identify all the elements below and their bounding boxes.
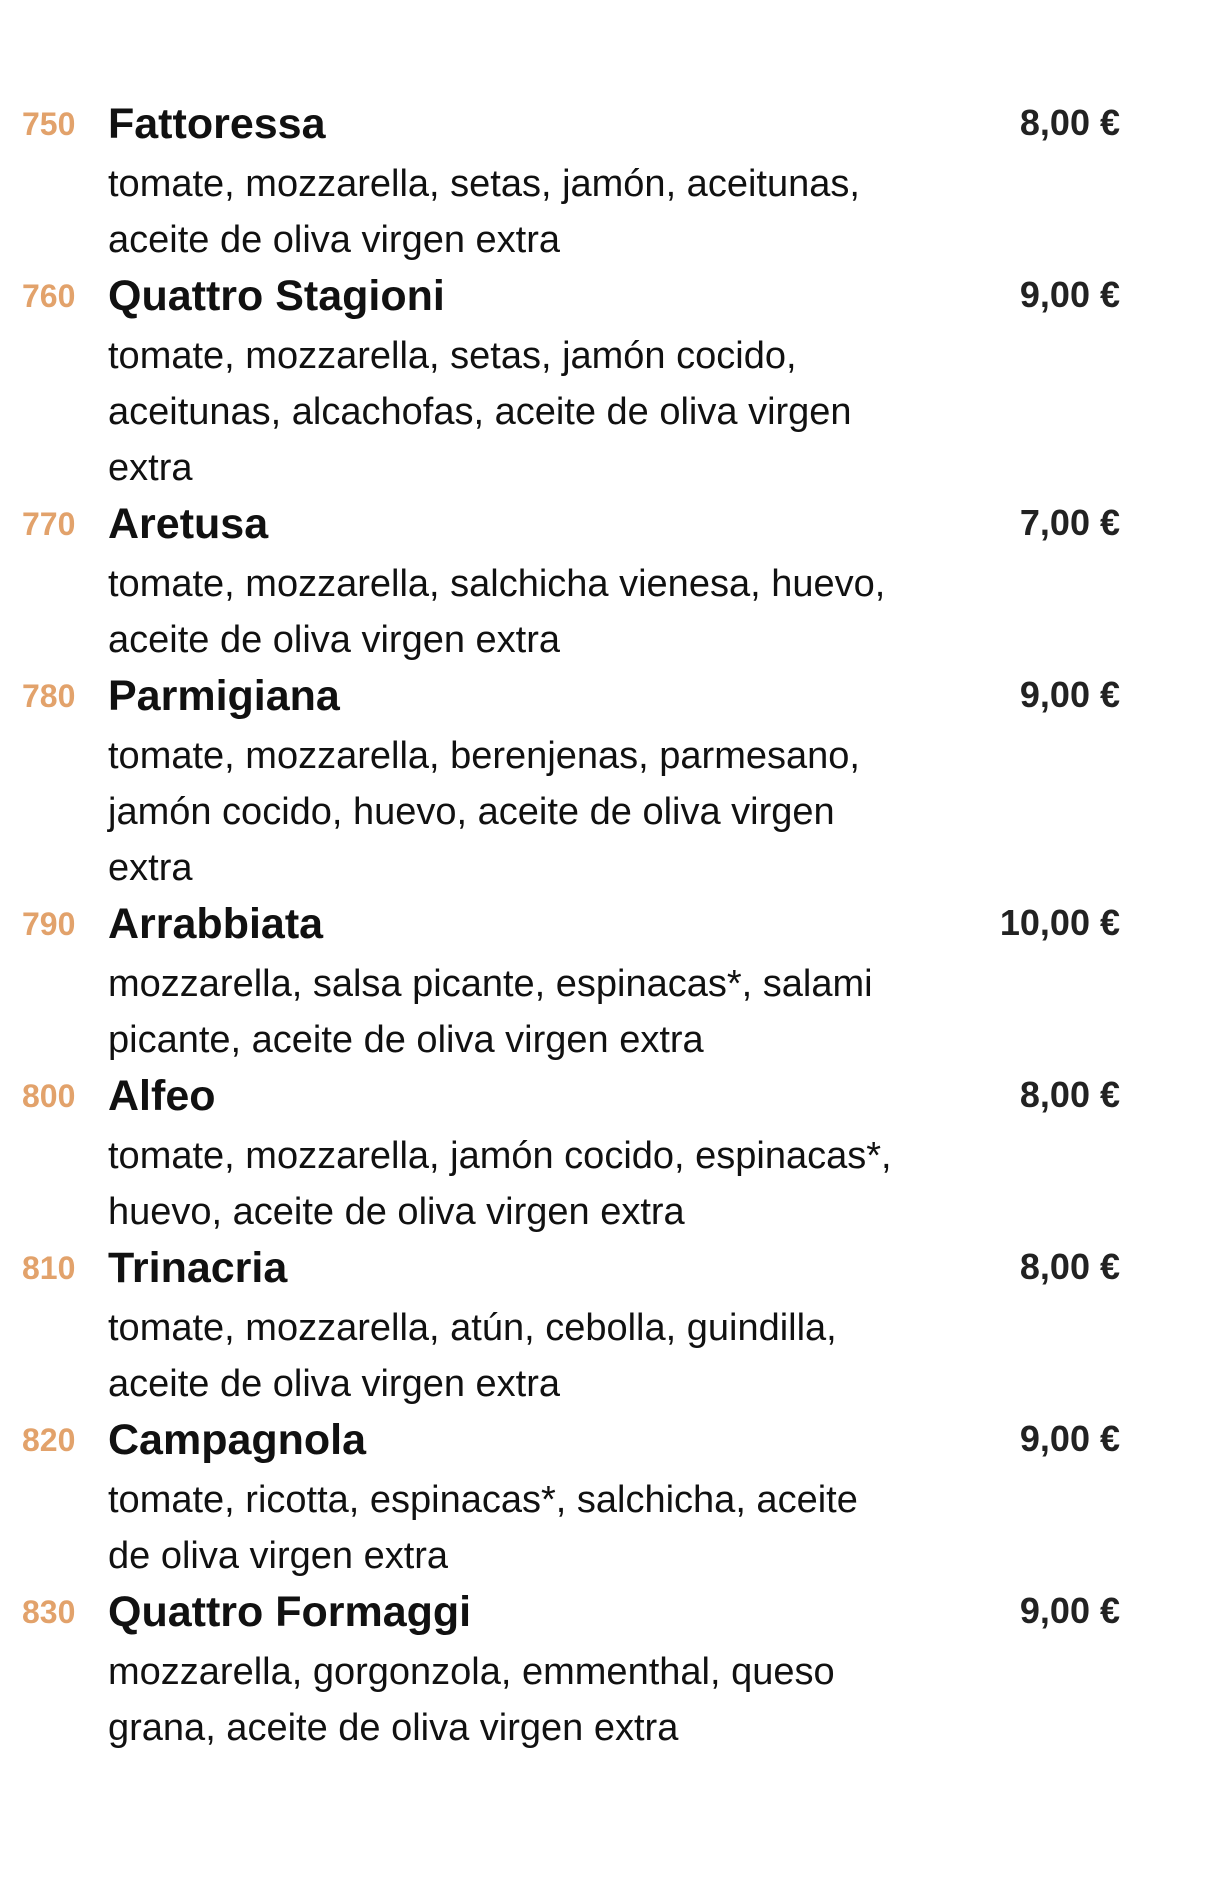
description-line: tomate, mozzarella, atún, cebolla, guindilla, (108, 1307, 837, 1349)
menu-item-number: 810 (22, 1250, 76, 1286)
description-line: grana, aceite de oliva virgen extra (108, 1707, 679, 1749)
menu-item-price: 8,00 € (1019, 102, 1120, 143)
menu-item-header (0, 268, 1212, 332)
description-line: tomate, mozzarella, setas, jamón, aceitunas, (108, 163, 860, 205)
menu-item-name: Quattro Formaggi (108, 1588, 472, 1636)
menu-item-name: Aretusa (108, 500, 269, 548)
menu-item-price: 8,00 € (1019, 1246, 1120, 1287)
menu-item-description (108, 1644, 928, 1756)
menu-item-header (0, 896, 1212, 960)
menu-item-name: Trinacria (108, 1244, 288, 1292)
description-line: mozzarella, salsa picante, espinacas*, salami (108, 963, 873, 1005)
menu-item-name: Quattro Stagioni (108, 272, 445, 320)
menu-item-description (108, 156, 928, 268)
menu-item-header (0, 1584, 1212, 1648)
menu-item-number: 830 (22, 1594, 76, 1630)
menu-item-number: 800 (22, 1078, 76, 1114)
description-line: tomate, mozzarella, setas, jamón cocido, (108, 335, 797, 377)
menu-item-description (108, 556, 928, 668)
menu-item (0, 1240, 1212, 1412)
description-line: aceitunas, alcachofas, aceite de oliva virgen (108, 391, 852, 433)
menu-item-description (108, 1128, 928, 1240)
description-line: tomate, mozzarella, berenjenas, parmesano, (108, 735, 860, 777)
menu-item-price: 7,00 € (1019, 502, 1120, 543)
menu-item-price: 9,00 € (1019, 1418, 1120, 1459)
menu-item-name: Arrabbiata (108, 900, 324, 948)
menu-item (0, 96, 1212, 268)
menu-item (0, 896, 1212, 1068)
menu-item-header (0, 1412, 1212, 1476)
menu-item-header (0, 1068, 1212, 1132)
description-line: aceite de oliva virgen extra (108, 1363, 561, 1405)
description-line: aceite de oliva virgen extra (108, 219, 561, 261)
menu-item-price: 9,00 € (1019, 674, 1120, 715)
menu-item-number: 820 (22, 1422, 76, 1458)
menu-item-number: 780 (22, 678, 76, 714)
menu-item-description (108, 1300, 928, 1412)
menu-item-description (108, 956, 928, 1068)
description-line: tomate, mozzarella, salchicha vienesa, huevo, (108, 563, 886, 605)
description-line: extra (108, 447, 193, 489)
menu-item (0, 1068, 1212, 1240)
menu-item-number: 760 (22, 278, 76, 314)
menu-item-header (0, 1240, 1212, 1304)
description-line: huevo, aceite de oliva virgen extra (108, 1191, 685, 1233)
menu-item-price: 10,00 € (999, 902, 1120, 943)
menu-item-description (108, 728, 928, 896)
description-line: tomate, mozzarella, jamón cocido, espinacas*, (108, 1135, 892, 1177)
menu-item-header (0, 668, 1212, 732)
menu-item-number: 750 (22, 106, 76, 142)
menu-item-number: 790 (22, 906, 76, 942)
menu-item (0, 1584, 1212, 1756)
menu-item-description (108, 328, 928, 496)
description-line: aceite de oliva virgen extra (108, 619, 561, 661)
pizza-menu-list (0, 96, 1212, 1756)
description-line: de oliva virgen extra (108, 1535, 449, 1577)
menu-item (0, 1412, 1212, 1584)
description-line: extra (108, 847, 193, 889)
menu-item (0, 268, 1212, 496)
menu-item (0, 496, 1212, 668)
description-line: picante, aceite de oliva virgen extra (108, 1019, 704, 1061)
menu-item-name: Campagnola (108, 1416, 367, 1464)
menu-item-description (108, 1472, 928, 1584)
menu-item-price: 9,00 € (1019, 1590, 1120, 1631)
description-line: jamón cocido, huevo, aceite de oliva virgen (108, 791, 835, 833)
menu-item-name: Parmigiana (108, 672, 340, 720)
menu-item-number: 770 (22, 506, 76, 542)
description-line: tomate, ricotta, espinacas*, salchicha, aceite (108, 1479, 858, 1521)
menu-item-name: Alfeo (108, 1072, 216, 1120)
menu-item (0, 668, 1212, 896)
menu-item-price: 8,00 € (1019, 1074, 1120, 1115)
menu-item-header (0, 96, 1212, 160)
menu-item-price: 9,00 € (1019, 274, 1120, 315)
description-line: mozzarella, gorgonzola, emmenthal, queso (108, 1651, 835, 1693)
menu-item-header (0, 496, 1212, 560)
menu-item-name: Fattoressa (108, 100, 326, 148)
